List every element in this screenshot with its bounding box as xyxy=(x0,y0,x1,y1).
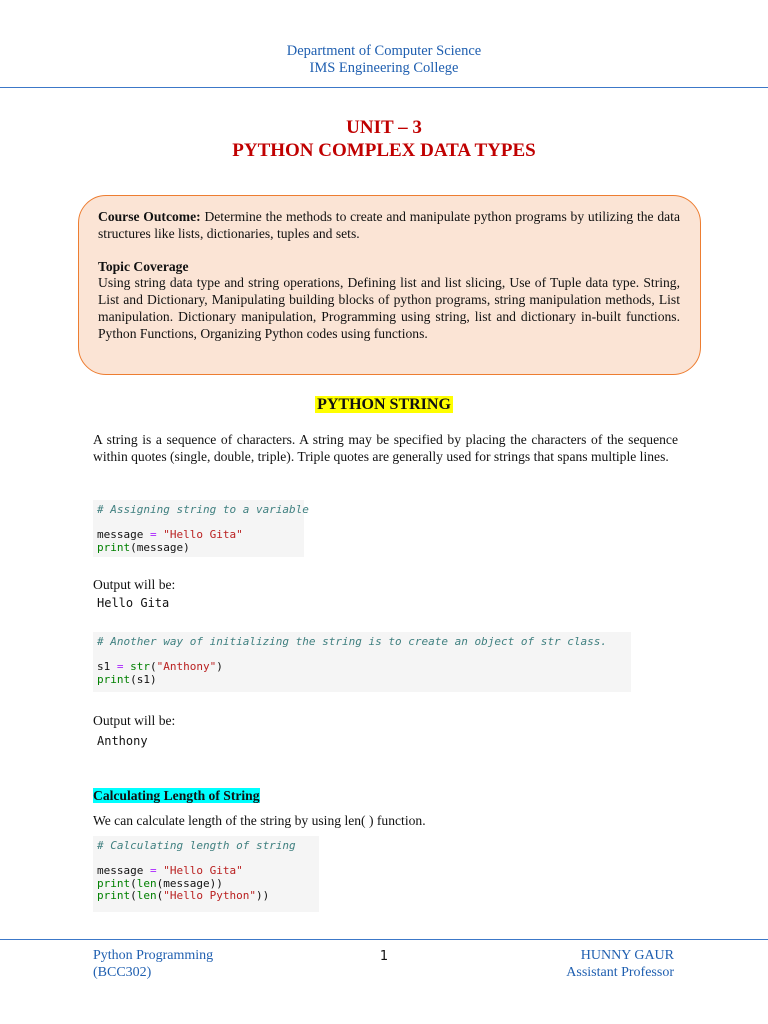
code-token: ) xyxy=(216,660,223,674)
intro-paragraph: A string is a sequence of characters. A string may be specified by placing the characters of the sequence within quotes (single, double, triple). Triple quotes are generally used for strings that spans multiple lines. xyxy=(93,432,678,464)
output-label: Output will be: xyxy=(93,577,176,592)
course-outcome-box xyxy=(78,195,701,375)
code-function: print xyxy=(97,540,131,554)
department-name: Department of Computer Science xyxy=(286,43,482,59)
course-outcome-text: Determine the methods to create and manipulate python programs by utilizing the data structures like lists, dictionaries, tuples and sets. xyxy=(98,209,680,241)
course-outcome-label: Course Outcome: xyxy=(98,209,201,224)
code-token: message xyxy=(97,528,144,542)
code-token: = xyxy=(110,660,131,674)
subheading-length xyxy=(93,787,260,805)
topic-coverage-heading: Topic Coverage xyxy=(98,258,189,274)
code-token: ( xyxy=(130,889,137,903)
output-label: Output will be: xyxy=(93,713,176,728)
code-function: len xyxy=(136,889,157,903)
code-token: = xyxy=(143,864,164,878)
college-name: IMS Engineering College xyxy=(309,60,459,76)
section-title-text: PYTHON STRING xyxy=(317,396,451,413)
header-rule xyxy=(0,87,768,88)
code-token: ( xyxy=(156,889,164,903)
code-function: len xyxy=(136,876,157,890)
course-outcome-paragraph xyxy=(98,209,680,243)
code-token: ( xyxy=(130,876,137,890)
unit-title: UNIT – 3 xyxy=(346,117,422,138)
output-value: Hello Gita xyxy=(97,596,170,610)
code-function: print xyxy=(97,876,131,890)
code-function: str xyxy=(130,660,150,674)
code-string: "Hello Gita" xyxy=(163,528,243,542)
code-comment: # Another way of initializing the string is to create an object of str class. xyxy=(97,635,607,648)
code-string: "Hello Gita" xyxy=(163,864,243,878)
code-block-length xyxy=(93,836,319,912)
footer-author xyxy=(566,947,674,981)
page-number: 1 xyxy=(379,949,389,964)
code-token: (message) xyxy=(130,540,190,554)
code-token: = xyxy=(143,528,164,542)
code-token: ( xyxy=(150,660,157,674)
code-token: (s1) xyxy=(130,672,157,686)
topic-coverage-text: Using string data type and string operations, Defining list and list slicing, Use of Tuple data type. String, List and Dictionary, Manipulating building blocks of python programs, string manipulation methods, List manipulation. Dictionary manipulation, Programming using string, list and dictionary in-built functions. Python Functions, Organizing Python codes using functions. xyxy=(98,275,680,341)
code-token: )) xyxy=(255,889,270,903)
code-token: s1 xyxy=(97,660,111,674)
unit-subtitle: PYTHON COMPLEX DATA TYPES xyxy=(232,140,536,161)
output-value: Anthony xyxy=(97,734,148,748)
code-comment: # Calculating length of string xyxy=(97,839,296,852)
code-token: message xyxy=(97,864,144,878)
code-string: "Anthony" xyxy=(156,660,217,674)
footer-rule xyxy=(0,939,768,940)
code-block-str-object xyxy=(93,632,631,692)
code-block-assign-string xyxy=(93,500,309,557)
footer-course-code: (BCC302) xyxy=(93,965,152,980)
footer-author-title: Assistant Professor xyxy=(566,965,674,980)
code-function: print xyxy=(97,672,131,686)
code-string: "Hello Python" xyxy=(163,889,256,903)
code-function: print xyxy=(97,889,131,903)
footer-author-name: HUNNY GAUR xyxy=(580,948,674,963)
code-comment: # Assigning string to a variable xyxy=(97,503,309,516)
footer-course-name: Python Programming xyxy=(93,948,214,963)
subheading-text: Calculating Length of String xyxy=(93,788,260,803)
section-title xyxy=(0,396,768,414)
length-paragraph: We can calculate length of the string by using len( ) function. xyxy=(93,813,426,828)
code-token: (message)) xyxy=(156,876,223,890)
